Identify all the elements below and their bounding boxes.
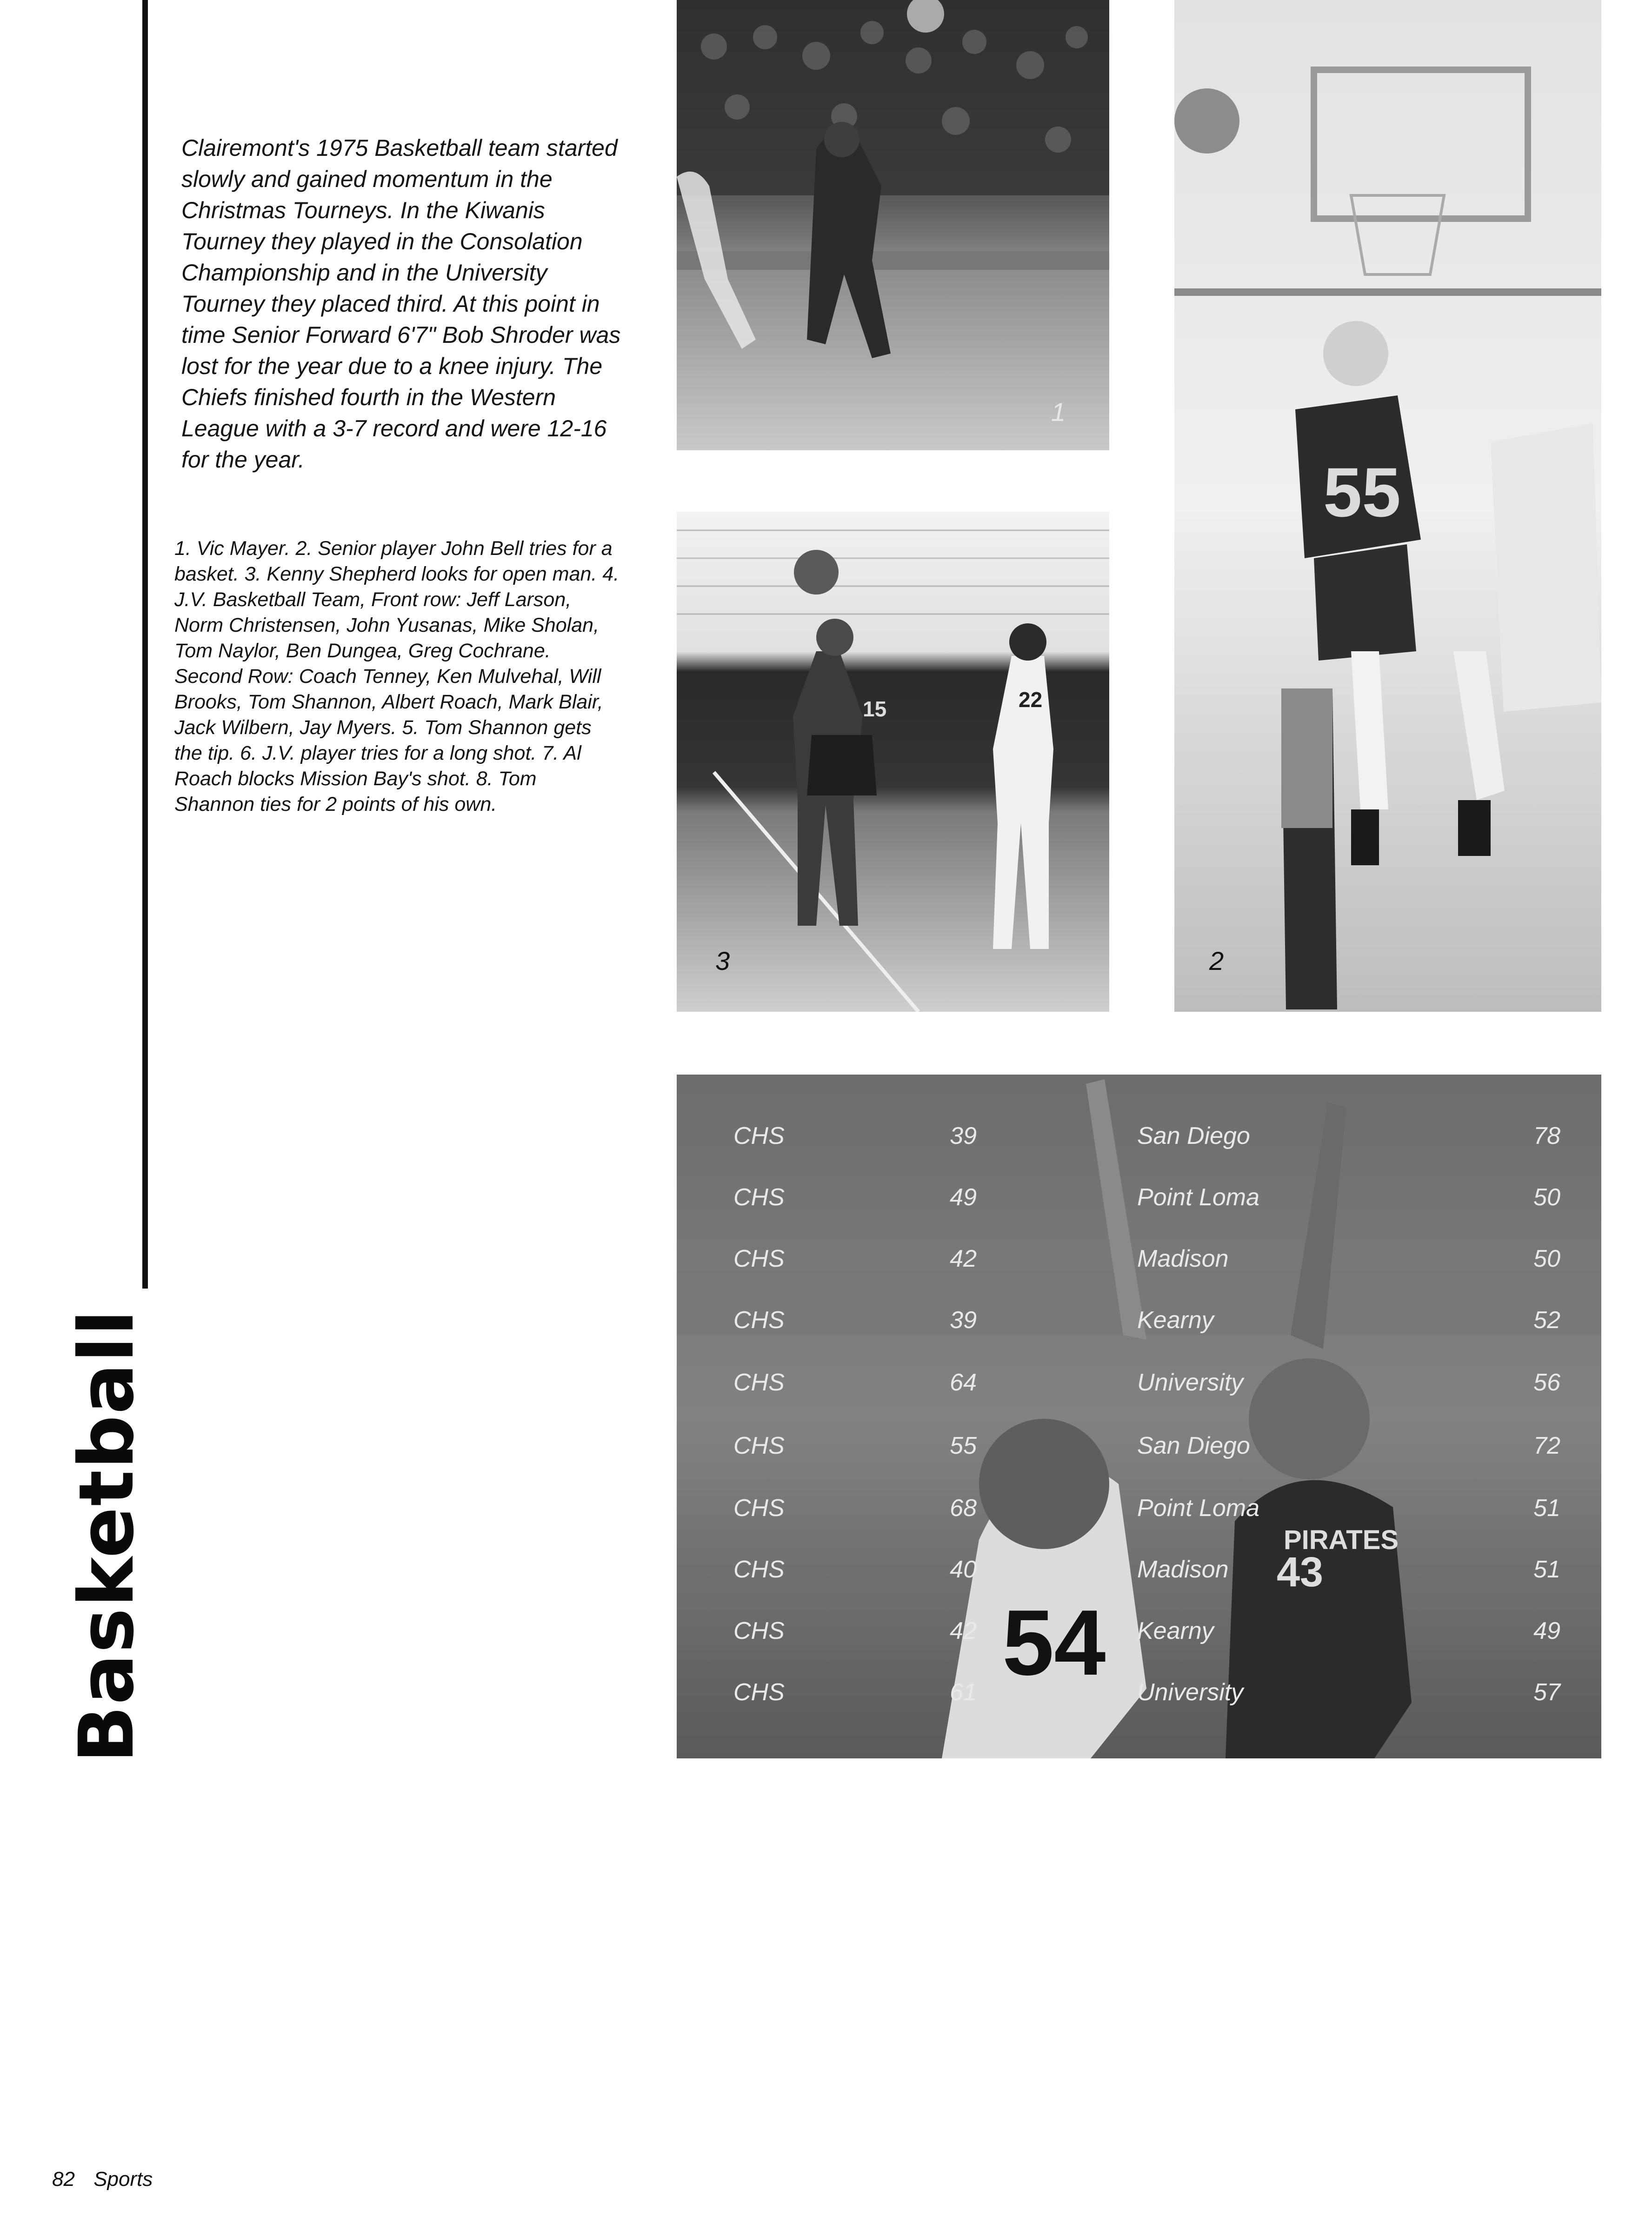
team-name: CHS <box>733 1432 785 1459</box>
chs-score: 55 <box>950 1432 977 1459</box>
vertical-rule <box>142 0 148 1289</box>
score-row <box>677 1245 1601 1291</box>
jersey-number-43: 43 <box>1277 1549 1324 1596</box>
score-row <box>677 1617 1601 1664</box>
score-row <box>677 1678 1601 1725</box>
score-row <box>677 1556 1601 1602</box>
photo-5-tip-off-with-scores <box>677 1075 1601 1758</box>
opponent-name: Kearny <box>1137 1617 1214 1644</box>
page-number: 82 <box>52 2168 75 2191</box>
chs-score: 68 <box>950 1495 977 1522</box>
team-name: CHS <box>733 1679 785 1706</box>
opponent-name: Madison <box>1137 1245 1229 1272</box>
score-row <box>677 1183 1601 1230</box>
chs-score: 39 <box>950 1307 977 1334</box>
opponent-name: University <box>1137 1369 1244 1396</box>
chs-score: 42 <box>950 1617 977 1644</box>
photo-3-kenny-shepherd <box>677 512 1109 1012</box>
team-name: CHS <box>733 1245 785 1272</box>
opponent-score: 56 <box>1533 1369 1560 1396</box>
intro-paragraph: Clairemont's 1975 Basketball team started slowly and gained momentum in the Christmas Tourneys. In the Kiwanis Tourney they played in the Consolation Championship and in the University Tourney they placed third. At this point in time Senior Forward 6'7" Bob Shroder was lost for the year due to a knee injury. The Chiefs finished fourth in the Western League with a 3-7 record and were 12-16 for the year. <box>181 135 621 473</box>
photo-3-number: 3 <box>715 946 730 975</box>
team-name: CHS <box>733 1307 785 1334</box>
team-name: CHS <box>733 1617 785 1644</box>
opponent-name: San Diego <box>1137 1122 1250 1149</box>
jersey-number-15: 15 <box>863 697 887 721</box>
chs-score: 61 <box>950 1679 977 1706</box>
opponent-name: Point Loma <box>1137 1184 1260 1211</box>
team-name: CHS <box>733 1184 785 1211</box>
opponent-name: University <box>1137 1679 1244 1706</box>
photo-1-vic-mayer <box>677 0 1109 450</box>
team-name: CHS <box>733 1122 785 1149</box>
section-name: Sports <box>93 2168 153 2191</box>
section-title-vertical: Basketball <box>63 1309 151 1763</box>
opponent-name: San Diego <box>1137 1432 1250 1459</box>
jersey-number-55: 55 <box>1323 453 1401 531</box>
chs-score: 64 <box>950 1369 977 1396</box>
opponent-score: 51 <box>1533 1495 1560 1522</box>
photo-captions: 1. Vic Mayer. 2. Senior player John Bell tries for a basket. 3. Kenny Shepherd looks for open man. 4. J.V. Basketball Team, Front row: Jeff Larson, Norm Christensen, John Yusanas, Mike Sholan, Tom Naylor, Ben Dungea, Greg Cochrane. Second Row: Coach Tenney, Ken Mulvehal, Will Brooks, Tom Shannon, Albert Roach, Mark Blair, Jack Wilbern, Jay Myers. 5. Tom Shannon gets the tip. 6. J.V. player tries for a long shot. 7. Al Roach blocks Mission Bay's shot. 8. Tom Shannon ties for 2 points of his own. <box>174 537 620 815</box>
chs-score: 39 <box>950 1122 977 1149</box>
page-footer <box>52 2168 153 2191</box>
score-row <box>677 1369 1601 1415</box>
opponent-score: 50 <box>1533 1184 1560 1211</box>
team-name: CHS <box>733 1495 785 1522</box>
photo-1-number: 1 <box>1051 397 1066 427</box>
photo-2-number: 2 <box>1209 946 1224 975</box>
photo-1-image <box>677 0 1109 450</box>
jersey-number-54: 54 <box>1002 1591 1106 1695</box>
opponent-name: Point Loma <box>1137 1495 1260 1522</box>
opponent-score: 52 <box>1533 1307 1560 1334</box>
chs-score: 40 <box>950 1556 977 1583</box>
photo-2-john-bell <box>1174 0 1601 1012</box>
chs-score: 49 <box>950 1184 977 1211</box>
score-row <box>677 1494 1601 1541</box>
chs-score: 42 <box>950 1245 977 1272</box>
score-row <box>677 1306 1601 1353</box>
pirates-jersey-text: PIRATES <box>1284 1525 1399 1555</box>
opponent-score: 49 <box>1533 1617 1560 1644</box>
opponent-score: 57 <box>1533 1679 1560 1706</box>
season-scores-table <box>677 1075 1601 1758</box>
team-name: CHS <box>733 1369 785 1396</box>
opponent-score: 72 <box>1533 1432 1560 1459</box>
score-row <box>677 1122 1601 1169</box>
jersey-number-22: 22 <box>1019 688 1043 712</box>
photo-3-image <box>677 512 1109 1012</box>
opponent-name: Kearny <box>1137 1307 1214 1334</box>
opponent-score: 51 <box>1533 1556 1560 1583</box>
opponent-name: Madison <box>1137 1556 1229 1583</box>
photo-2-image <box>1174 0 1601 1012</box>
opponent-score: 78 <box>1533 1122 1560 1149</box>
team-name: CHS <box>733 1556 785 1583</box>
score-row <box>677 1432 1601 1478</box>
opponent-score: 50 <box>1533 1245 1560 1272</box>
